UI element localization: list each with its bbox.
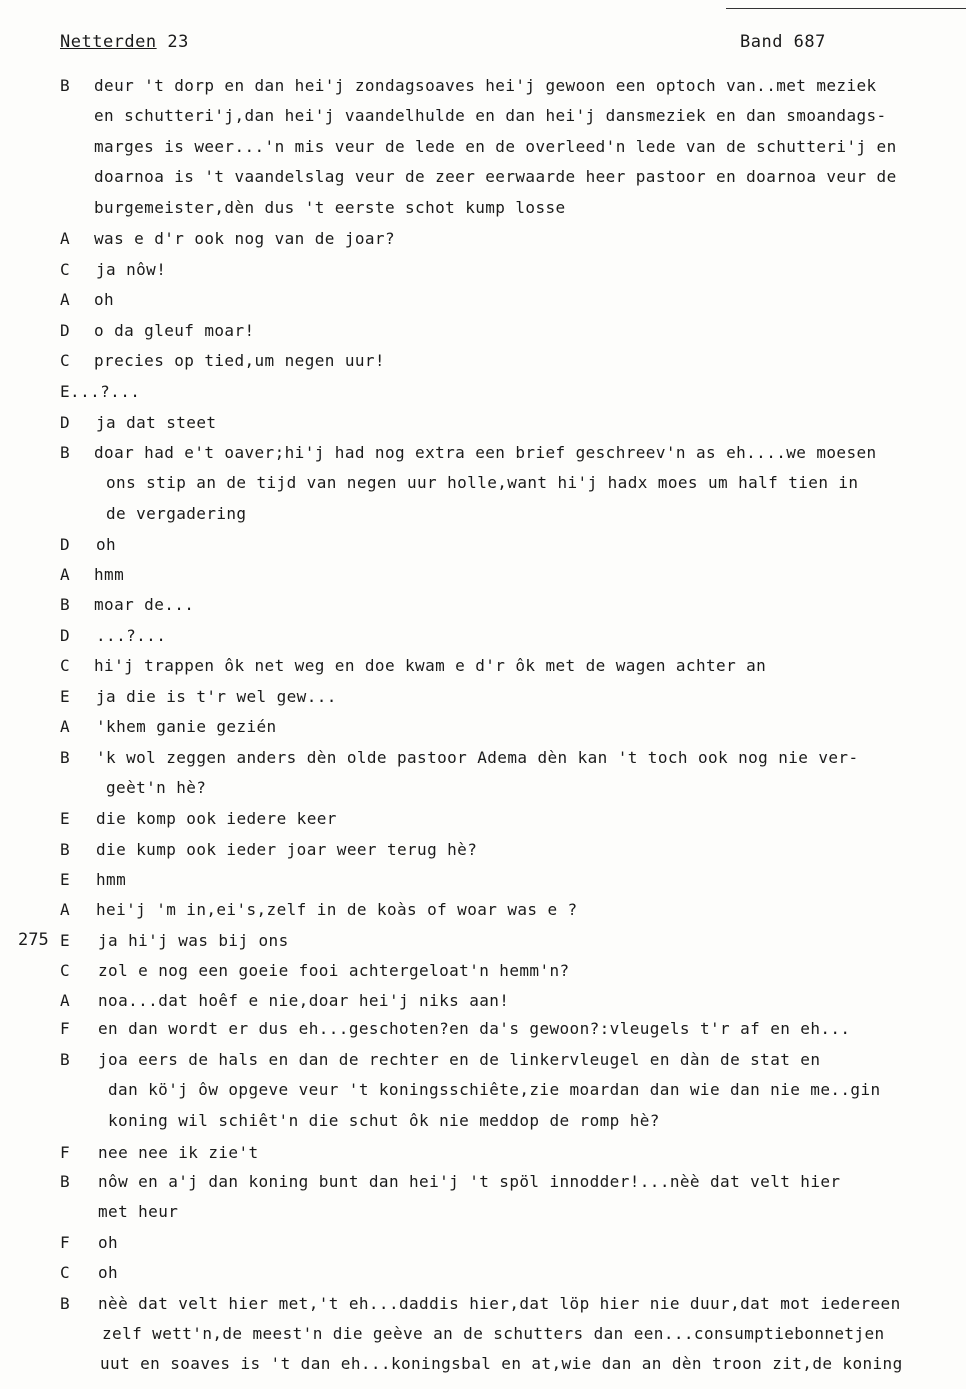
- speaker-label: F: [60, 1143, 71, 1162]
- line-text: hei'j 'm in,ei's,zelf in de koàs of woar was e ?: [96, 900, 578, 919]
- line-text: oh: [98, 1263, 119, 1282]
- margin-line-number: 275: [18, 930, 49, 950]
- line-text: moar de...: [94, 595, 195, 614]
- line-text: was e d'r ook nog van de joar?: [94, 229, 395, 248]
- line-text: ons stip an de tijd van negen uur holle,want hi'j hadx moes um half tien in: [106, 473, 859, 492]
- location-name: Netterden: [60, 32, 157, 52]
- line-text: joa eers de hals en dan de rechter en de linkervleugel en dàn de stat en: [98, 1050, 821, 1069]
- speaker-label: A: [60, 991, 71, 1010]
- line-text: precies op tied,um negen uur!: [94, 351, 385, 370]
- speaker-label: C: [60, 260, 71, 279]
- line-text: ja nôw!: [96, 260, 167, 279]
- speaker-label: E: [60, 687, 71, 706]
- speaker-label: B: [60, 595, 71, 614]
- speaker-label: C: [60, 351, 71, 370]
- line-text: oh: [96, 535, 117, 554]
- line-text: hmm: [96, 870, 127, 889]
- line-text: doar had e't oaver;hi'j had nog extra een brief geschreev'n as eh....we moesen: [94, 443, 877, 462]
- speaker-label: A: [60, 290, 71, 309]
- line-text: nôw en a'j dan koning bunt dan hei'j 't spöl innodder!...nèè dat velt hier: [98, 1172, 841, 1191]
- line-text: marges is weer...'n mis veur de lede en de overleed'n lede van de schutteri'j en: [94, 137, 897, 156]
- line-text: zelf wett'n,de meest'n die geève an de schutters dan een...consumptiebonnetjen: [102, 1324, 885, 1343]
- line-text: deur 't dorp en dan hei'j zondagsoaves hei'j gewoon een optoch van..met meziek: [94, 76, 877, 95]
- speaker-label: C: [60, 961, 71, 980]
- speaker-label: F: [60, 1019, 71, 1038]
- speaker-label: A: [60, 565, 71, 584]
- line-text: zol e nog een goeie fooi achtergeloat'n hemm'n?: [98, 961, 570, 980]
- header-band: Band 687: [740, 32, 826, 52]
- speaker-label: A: [60, 717, 71, 736]
- line-text: dan kö'j ôw opgeve veur 't koningsschiête,zie moardan dan wie dan nie me..gin: [108, 1080, 881, 1099]
- line-text: ja die is t'r wel gew...: [96, 687, 337, 706]
- line-text: en schutteri'j,dan hei'j vaandelhulde en dan hei'j dansmeziek en dan smoandags-: [94, 106, 887, 125]
- speaker-label: B: [60, 1050, 71, 1069]
- speaker-label: C: [60, 1263, 71, 1282]
- speaker-label: D: [60, 413, 71, 432]
- header-location: [60, 32, 189, 52]
- line-text: die komp ook iedere keer: [96, 809, 337, 828]
- speaker-label: E: [60, 931, 71, 950]
- line-text: nee nee ik zie't: [98, 1143, 259, 1162]
- speaker-label: B: [60, 443, 71, 462]
- speaker-label: E: [60, 870, 71, 889]
- line-text: 'khem ganie gezién: [96, 717, 277, 736]
- line-text: doarnoa is 't vaandelslag veur de zeer eerwaarde heer pastoor en doarnoa veur de: [94, 167, 897, 186]
- line-text: hi'j trappen ôk net weg en doe kwam e d'r ôk met de wagen achter an: [94, 656, 767, 675]
- line-text: hmm: [94, 565, 125, 584]
- line-text: ja hi'j was bij ons: [98, 931, 289, 950]
- speaker-label: B: [60, 1294, 71, 1313]
- speaker-label: F: [60, 1233, 71, 1252]
- line-text: met heur: [98, 1202, 179, 1221]
- line-text: de vergadering: [106, 504, 247, 523]
- speaker-label: B: [60, 76, 71, 95]
- speaker-label: E: [60, 809, 71, 828]
- location-number: 23: [167, 32, 189, 52]
- line-text: nèè dat velt hier met,'t eh...daddis hier,dat löp hier nie duur,dat mot iedereen: [98, 1294, 901, 1313]
- line-text: E...?...: [60, 382, 141, 401]
- line-text: noa...dat hoêf e nie,doar hei'j niks aan!: [98, 991, 510, 1010]
- speaker-label: B: [60, 1172, 71, 1191]
- line-text: en dan wordt er dus eh...geschoten?en da's gewoon?:vleugels t'r af en eh...: [98, 1019, 851, 1038]
- line-text: oh: [98, 1233, 119, 1252]
- speaker-label: B: [60, 748, 71, 767]
- line-text: 'k wol zeggen anders dèn olde pastoor Adema dèn kan 't toch ook nog nie ver-: [96, 748, 859, 767]
- line-text: die kump ook ieder joar weer terug hè?: [96, 840, 478, 859]
- line-text: burgemeister,dèn dus 't eerste schot kump losse: [94, 198, 566, 217]
- line-text: o da gleuf moar!: [94, 321, 255, 340]
- line-text: ...?...: [96, 626, 167, 645]
- speaker-label: D: [60, 321, 71, 340]
- speaker-label: C: [60, 656, 71, 675]
- line-text: oh: [94, 290, 115, 309]
- speaker-label: D: [60, 626, 71, 645]
- speaker-label: A: [60, 229, 71, 248]
- line-text: uut en soaves is 't dan eh...koningsbal en at,wie dan an dèn troon zit,de koning: [100, 1354, 903, 1373]
- line-text: ja dat steet: [96, 413, 217, 432]
- speaker-label: A: [60, 900, 71, 919]
- line-text: koning wil schiêt'n die schut ôk nie meddop de romp hè?: [108, 1111, 660, 1130]
- line-text: geèt'n hè?: [106, 778, 207, 797]
- speaker-label: B: [60, 840, 71, 859]
- speaker-label: D: [60, 535, 71, 554]
- top-rule: [726, 8, 966, 9]
